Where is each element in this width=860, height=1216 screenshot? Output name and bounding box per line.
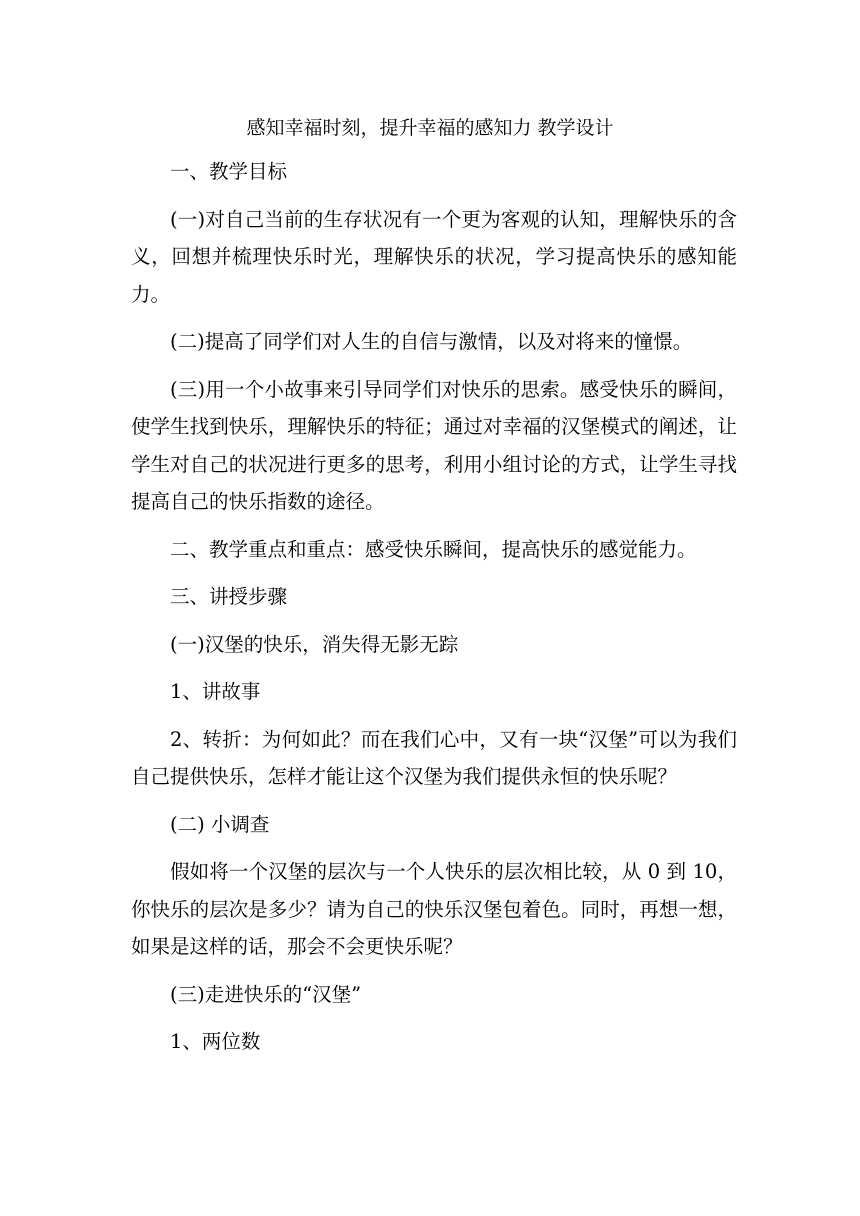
paragraph-objective-1: (一)对自己当前的生存状况有一个更为客观的认知，理解快乐的含义，回想并梳理快乐时光，理解快乐的状况，学习提高快乐的感知能力。 [131,207,737,306]
subheading-step-1: (一)汉堡的快乐，消失得无影无踪 [170,632,459,656]
list-item-turning-point: 2、转折：为何如此？而在我们心中，又有一块“汉堡”可以为我们自己提供快乐，怎样才能让这个汉堡为我们提供永恒的快乐呢？ [131,727,737,788]
section-heading-steps: 三、讲授步骤 [170,585,288,608]
section-heading-objectives: 一、教学目标 [170,160,288,183]
section-heading-key-points: 二、教学重点和重点：感受快乐瞬间，提高快乐的感觉能力。 [170,537,697,561]
paragraph-objective-3: (三)用一个小故事来引导同学们对快乐的思索。感受快乐的瞬间，使学生找到快乐，理解快乐的特征；通过对幸福的汉堡模式的阐述，让学生对自己的状况进行更多的思考，利用小组讨论的方式，让学生寻找提高自己的快乐指数的途径。 [131,377,737,513]
list-item-two-digits: 1、两位数 [170,1030,261,1053]
subheading-step-3: (三)走进快乐的“汉堡” [170,982,362,1006]
paragraph-survey: 假如将一个汉堡的层次与一个人快乐的层次相比较，从 0 到 10，你快乐的层次是多少？请为自己的快乐汉堡包着色。同时，再想一想，如果是这样的话，那会不会更快乐呢？ [131,860,737,958]
list-item-tell-story: 1、讲故事 [170,680,261,703]
paragraph-objective-2: (二)提高了同学们对人生的自信与激情，以及对将来的憧憬。 [170,330,693,353]
document-title: 感知幸福时刻，提升幸福的感知力 教学设计 [246,117,614,139]
subheading-survey: (二) 小调查 [170,812,270,836]
document-body [131,153,737,1071]
